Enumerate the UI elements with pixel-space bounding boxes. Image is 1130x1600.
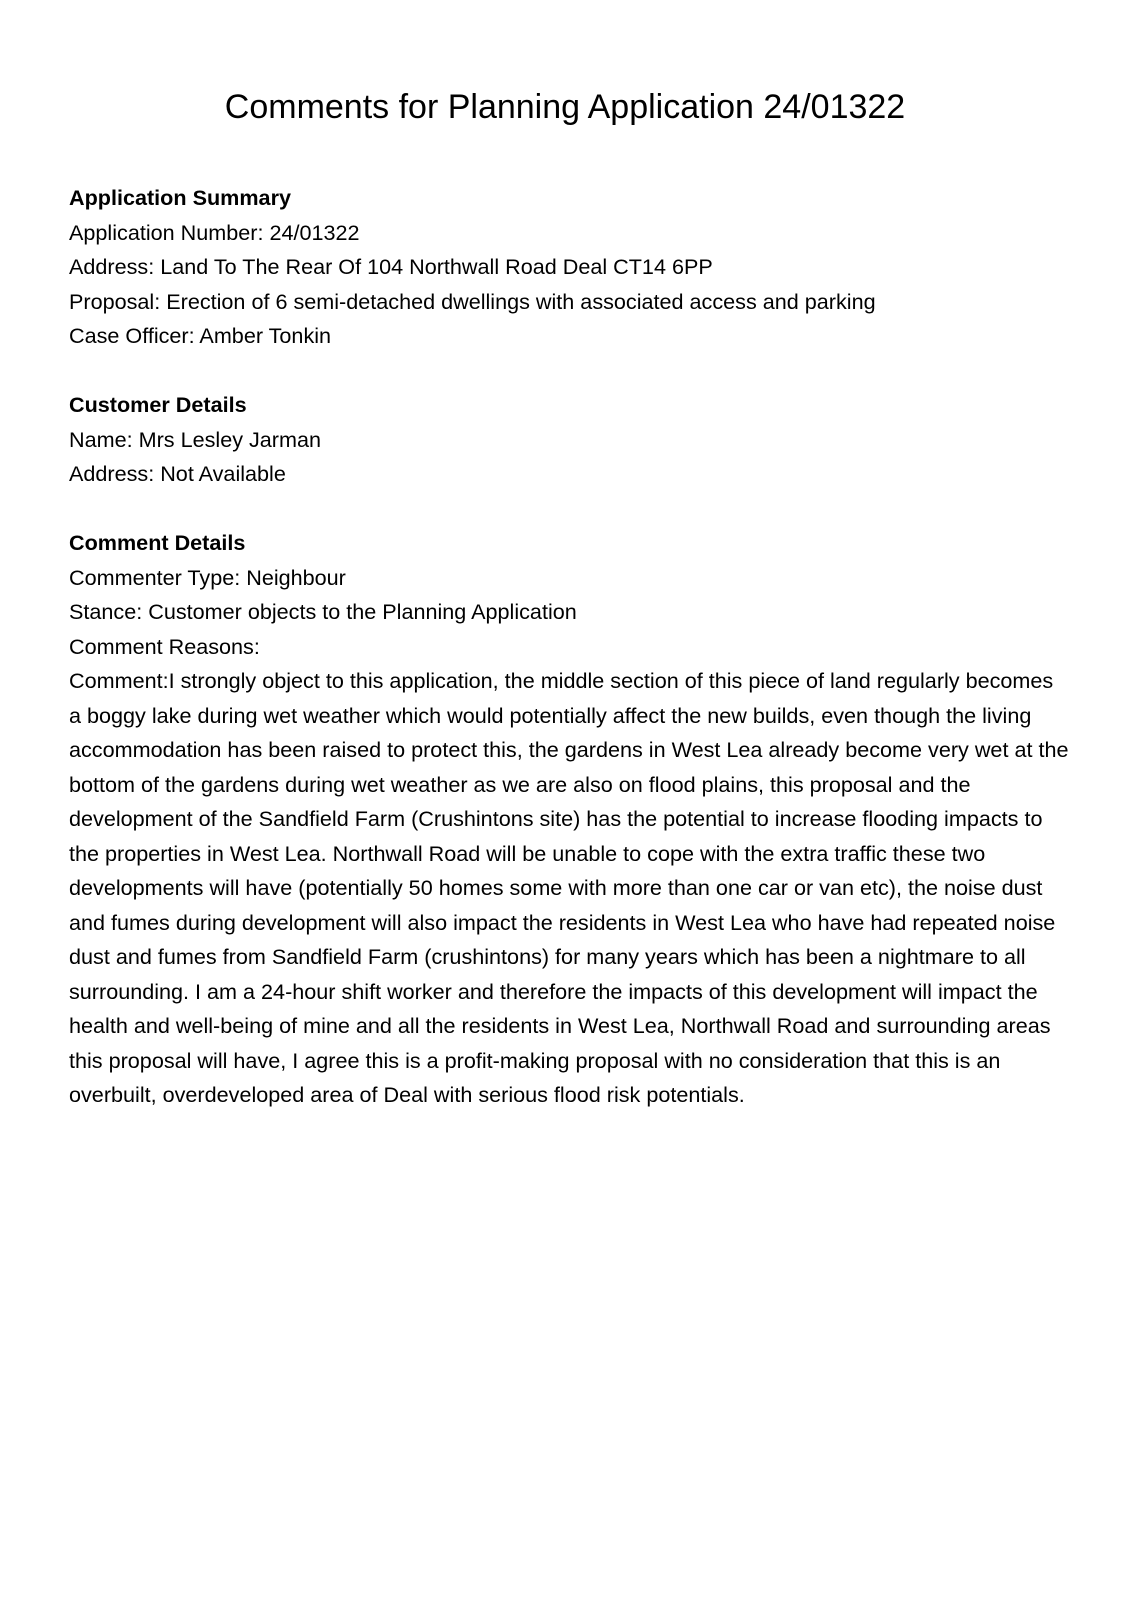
proposal: Proposal: Erection of 6 semi-detached dwellings with associated access and parking	[69, 288, 876, 314]
commenter-type: Commenter Type: Neighbour	[69, 564, 346, 590]
customer-address: Address: Not Available	[69, 461, 286, 486]
page-title: Comments for Planning Application 24/01322	[224, 88, 906, 126]
application-summary-section	[69, 181, 1069, 354]
application-summary-heading: Application Summary	[69, 185, 291, 210]
comment-details-section	[69, 526, 1069, 1113]
comment-text: Comment:I strongly object to this application, the middle section of this piece of land regularly becomes a boggy lake during wet weather which would potentially affect the new builds, even though the living accommodation has been raised to protect this, the gardens in West Lea already become very wet at the bottom of the gardens during wet weather as we are also on flood plains, this proposal and the development of the Sandfield Farm (Crushintons site) has the potential to increase flooding impacts to the properties in West Lea. Northwall Road will be unable to cope with the extra traffic these two developments will have (potentially 50 homes some with more than one car or van etc), the noise dust and fumes during development will also impact the residents in West Lea who have had repeated noise dust and fumes from Sandfield Farm (crushintons) for many years which has been a nightmare to all surrounding. I am a 24-hour shift worker and therefore the impacts of this development will impact the health and well-being of mine and all the residents in West Lea, Northwall Road and surrounding areas this proposal will have, I agree this is a profit-making proposal with no consideration that this is an overbuilt, overdeveloped area of Deal with serious flood risk potentials.	[69, 668, 1069, 1107]
comment-reasons: Comment Reasons:	[69, 633, 260, 659]
case-officer: Case Officer: Amber Tonkin	[69, 323, 332, 348]
site-address: Address: Land To The Rear Of 104 Northwall Road Deal CT14 6PP	[69, 254, 713, 279]
document-body	[69, 181, 1069, 1113]
stance: Stance: Customer objects to the Planning Application	[69, 599, 577, 624]
application-number: Application Number: 24/01322	[69, 219, 360, 245]
customer-name: Name: Mrs Lesley Jarman	[69, 426, 321, 452]
customer-details-section	[69, 388, 1069, 492]
comment-details-heading: Comment Details	[69, 530, 246, 555]
customer-details-heading: Customer Details	[69, 392, 247, 417]
